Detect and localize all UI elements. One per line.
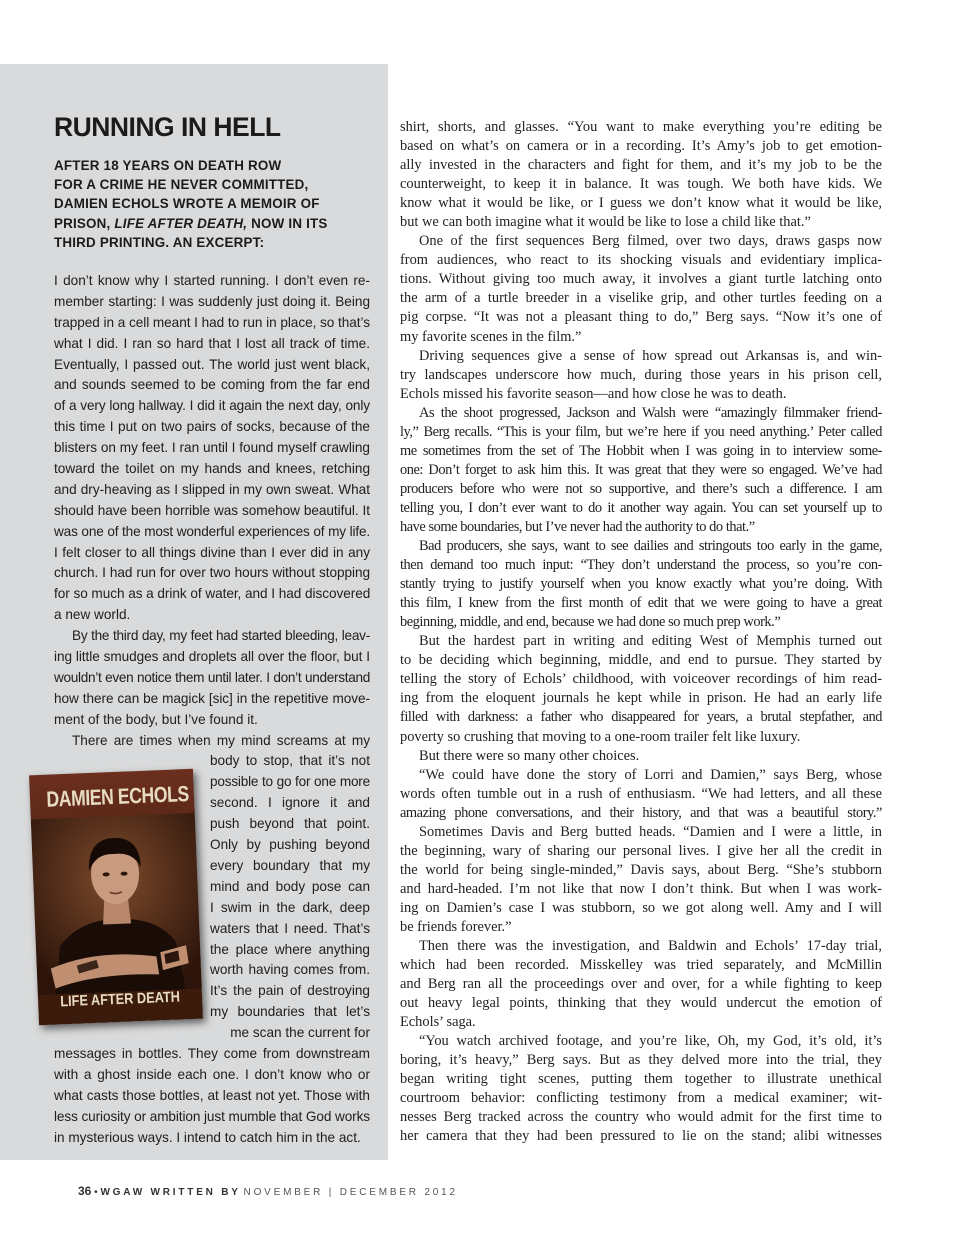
- excerpt-line: was one of the most wonderful experiences of my life.: [54, 523, 370, 539]
- excerpt-line: It’s the pain of destroying: [210, 983, 370, 999]
- excerpt-line: less curiosity or ambition just mumble that God works: [54, 1108, 370, 1124]
- book-cover-portrait: [31, 813, 202, 995]
- article-line: telling you, I don’t ever want to do it another way again. You can set yourself up to: [400, 499, 882, 516]
- deck-line: FOR A CRIME HE NEVER COMMITTED,: [54, 177, 309, 193]
- article-line: the arm of a turtle breeder in a viselike grip, and other turtles feeding on a: [400, 290, 882, 307]
- article-line: courtroom behavior: conflicting testimony from a medical examiner; wit-: [400, 1090, 882, 1107]
- book-cover: [29, 769, 203, 1025]
- article-line: Then there was the investigation, and Baldwin and Echols’ 17-day trial,: [419, 938, 882, 955]
- article-line: ally invested in the characters and fight for them, and it’s my job to be the: [400, 157, 882, 174]
- article-line: words often tumble out in a rush of enthusiasm. “We had letters, and all these: [400, 785, 882, 802]
- excerpt-line: how there can be magick [sic] in the repetitive move-: [54, 690, 370, 706]
- article-line: One of the first sequences Berg filmed, over two days, draws gasps now: [419, 233, 882, 250]
- article-line: nesses Berg tracked across the country who would admit for the first time to: [400, 1109, 882, 1126]
- article-line: ly,” Berg recalls. “This is your film, but we’re here if you need anything.’ Peter called: [400, 423, 882, 440]
- deck-line: DAMIEN ECHOLS WROTE A MEMOIR OF: [54, 196, 320, 212]
- article-line: tions. Without giving too much away, it involves a giant turtle latching onto: [400, 271, 882, 288]
- deck-text: NOW IN ITS: [247, 215, 328, 231]
- excerpt-line: second. I ignore it and: [210, 795, 370, 811]
- article-line: and Berg ran all the proceedings over and over, for a while fighting to keep: [400, 976, 882, 993]
- excerpt-line: me scan the current for: [230, 1025, 370, 1041]
- article-headline: RUNNING IN HELL: [54, 112, 281, 142]
- article-line: be friends forever.”: [400, 918, 512, 935]
- footer-publication: WGAW WRITTEN BY: [100, 1187, 241, 1198]
- article-line: pig corpse. “It was not a pleasant thing to do,” Berg says. “Now it’s one of: [400, 309, 882, 326]
- excerpt-line: Only by pushing beyond: [210, 837, 370, 853]
- excerpt-line: Eventually, I passed out. The world just went black,: [54, 356, 370, 372]
- excerpt-line: of a very long hallway. I did it again the next day, only: [54, 398, 370, 414]
- article-line: telling the story of Echols’ childhood, with voiceover recordings of him read-: [400, 671, 882, 688]
- excerpt-line: trapped in a cell meant I had to run in place, so that’s: [54, 314, 370, 330]
- excerpt-line: blisters on my feet. I ran until I found myself crawling: [54, 440, 370, 456]
- excerpt-line: mind and body pose can: [210, 878, 370, 894]
- article-line: try landscapes underscore how much, during those years in his prison cell,: [400, 366, 882, 383]
- article-line: the beginning, wary of sharing our personal lives. I give her all the credit in: [400, 842, 882, 859]
- article-line: to be deciding which beginning, middle, and end to pursue. They started by: [400, 652, 882, 669]
- article-line: have some boundaries, but I’ve never had the authority to do that.”: [400, 518, 755, 535]
- article-line: “We could have done the story of Lorri and Damien,” says Berg, whose: [419, 766, 882, 783]
- article-line: my favorite scenes in the film.”: [400, 328, 582, 345]
- article-line: ing on Damien’s case I was stubborn, so we got along well. Amy and I will: [400, 899, 882, 916]
- book-cover-author: DAMIEN ECHOLS: [45, 781, 190, 812]
- article-line: Driving sequences give a sense of how spread out Arkansas is, and win-: [419, 347, 882, 364]
- article-line: then demand too much input: “They don’t understand the process, so you’re con-: [400, 557, 882, 574]
- excerpt-line: messages in bottles. They come from downstream: [54, 1045, 370, 1061]
- excerpt-line: possible to go for one more: [210, 774, 370, 790]
- deck-line: [54, 214, 374, 233]
- article-line: one: Don’t forget to ask him this. It was great that they were so engaged. We’ve had: [400, 461, 882, 478]
- article-line: amazing phone conversations, and their history, and that was a beautiful story.”: [400, 804, 882, 821]
- article-line: ing from the eloquent journals he kept while in prison. He had an early life: [400, 690, 882, 707]
- article-line: But the hardest part in writing and editing West of Memphis turned out: [419, 633, 882, 650]
- book-title-inline: LIFE AFTER DEATH,: [114, 215, 248, 231]
- article-line: stantly trying to justify yourself when you know exactly what you’re doing. With: [400, 576, 882, 593]
- article-deck: [54, 156, 374, 252]
- excerpt-line: waters that I need. That’s: [210, 920, 370, 936]
- excerpt-line: a new world.: [54, 607, 131, 623]
- article-line: Sometimes Davis and Berg butted heads. “Damien and I were a little, in: [419, 823, 882, 840]
- excerpt-line: my boundaries that let’s: [210, 1004, 370, 1020]
- article-line: Echols’ saga.: [400, 1014, 476, 1031]
- article-line: As the shoot progressed, Jackson and Walsh were “amazingly filmmaker friend-: [419, 404, 882, 421]
- page-footer: [78, 1184, 458, 1198]
- excerpt-line: By the third day, my feet had started bleeding, leav-: [72, 628, 370, 644]
- article-column: [400, 118, 882, 1147]
- excerpt-line: this time I put on two pairs of socks, because of the: [54, 419, 370, 435]
- article-line: out heavy legal points, thinking that they would undercut the emotion of: [400, 995, 882, 1012]
- article-line: which had been recorded. Misskelley was tried separately, and McMillin: [400, 957, 882, 974]
- excerpt-line: what I did. I ran so hard that I lost all track of time.: [54, 335, 370, 351]
- article-line: “You watch archived footage, and you’re like, Oh, my God, it’s old, it’s: [419, 1033, 882, 1050]
- article-line: Bad producers, she says, want to see dailies and stringouts too early in the game,: [419, 538, 882, 555]
- excerpt-line: with a ghost inside each one. I don’t know who or: [54, 1066, 370, 1082]
- article-line: and hard-headed. I’m not like that now I don’t think. But when I was work-: [400, 880, 882, 897]
- article-line: from audiences, who react to its shocking visuals and evidentiary implica-: [400, 252, 882, 269]
- excerpt-line: I don’t know why I started running. I don’t even re-: [54, 273, 370, 288]
- excerpt-line: toward the toilet on my hands and knees, retching: [54, 461, 370, 477]
- article-line: counterweight, to keep it in balance. It was tough. We both have kids. We: [400, 176, 882, 193]
- article-line: began writing tight scenes, putting them together to illustrate unethical: [400, 1071, 882, 1088]
- excerpt-line: ment of the body, but I’ve found it.: [54, 711, 258, 727]
- article-line: shirt, shorts, and glasses. “You want to make everything you’re editing be: [400, 119, 882, 135]
- article-line: beginning, middle, and end, because we had done so much prep work.”: [400, 614, 781, 631]
- excerpt-line: and sounds seemed to be coming from the far end: [54, 377, 370, 393]
- article-line: me sometimes from the set of The Hobbit when I was going in to interview some-: [400, 442, 882, 459]
- excerpt-line: what casts those bottles, at least not yet. Those with: [54, 1087, 370, 1103]
- excerpt-line: body to stop, that it’s not: [210, 753, 370, 769]
- excerpt-line: There are times when my mind screams at my: [72, 732, 370, 748]
- article-line: based on what’s on camera or in a recording. It’s Amy’s job to get emotion-: [400, 138, 882, 155]
- deck-line: THIRD PRINTING. AN EXCERPT:: [54, 234, 265, 250]
- deck-text: PRISON,: [54, 215, 115, 231]
- excerpt-line: for so much as a drink of water, and I had discovered: [54, 586, 371, 602]
- excerpt-line: wouldn’t even notice them until later. I don’t understand: [54, 669, 370, 685]
- article-line: boring, it’s heavy,” Berg says. But as they delved more into the trial, they: [400, 1052, 882, 1069]
- deck-line: AFTER 18 YEARS ON DEATH ROW: [54, 158, 282, 173]
- article-line: producers before who were not so supportive, and there’s such a difference. I am: [400, 480, 882, 497]
- excerpt-line: I felt closer to all things divine than I ever did in any: [54, 544, 370, 560]
- excerpt-line: worth having comes from.: [210, 962, 370, 978]
- excerpt-line: push beyond that point.: [210, 816, 370, 832]
- article-line: the world for being single-minded,” Davis says, about Berg. “She’s stubborn: [400, 861, 882, 878]
- article-line: know what it would be like, or I guess we don’t know what it would be like,: [400, 195, 882, 212]
- excerpt-line: every boundary that my: [210, 857, 370, 873]
- excerpt-line: the place where anything: [210, 941, 370, 957]
- excerpt-line: member starting: I was suddenly just doing it. Being: [54, 293, 370, 309]
- footer-bullet: •: [94, 1187, 98, 1198]
- article-line: Echols missed his favorite season—and how close he was to death.: [400, 385, 787, 402]
- article-line: but we can both imagine what it would be like to lose a child like that.”: [400, 214, 811, 231]
- article-line: But there were so many other choices.: [419, 747, 640, 764]
- article-line: poverty so crushing that moving to a one-room trailer felt like luxury.: [400, 728, 801, 745]
- page-number: 36: [78, 1184, 92, 1198]
- article-line: filled with darkness: a father who disappeared for years, a brutal stepfather, and: [400, 709, 882, 726]
- excerpt-line: in mysterious ways. I intend to catch him in the act.: [54, 1129, 361, 1145]
- footer-issue-date: NOVEMBER | DECEMBER 2012: [243, 1187, 458, 1198]
- excerpt-line: ing little smudges and droplets all over the floor, but I: [54, 649, 370, 665]
- excerpt-line: and dry-heaving as I slipped in my own sweat. What: [54, 481, 370, 497]
- excerpt-line: church. I had run for over two hours without stopping: [54, 565, 370, 581]
- excerpt-line: I swim in the dark, deep: [210, 899, 370, 915]
- article-line: her camera that they had been pressured to lie on the stand; alibi witnesses: [400, 1128, 882, 1145]
- excerpt-line: should have been horrible was somehow beautiful. It: [54, 502, 370, 518]
- book-cover-title: LIFE AFTER DEATH: [59, 988, 181, 1011]
- article-line: this film, I knew from the first month of edit that we were going to have a great: [400, 595, 882, 612]
